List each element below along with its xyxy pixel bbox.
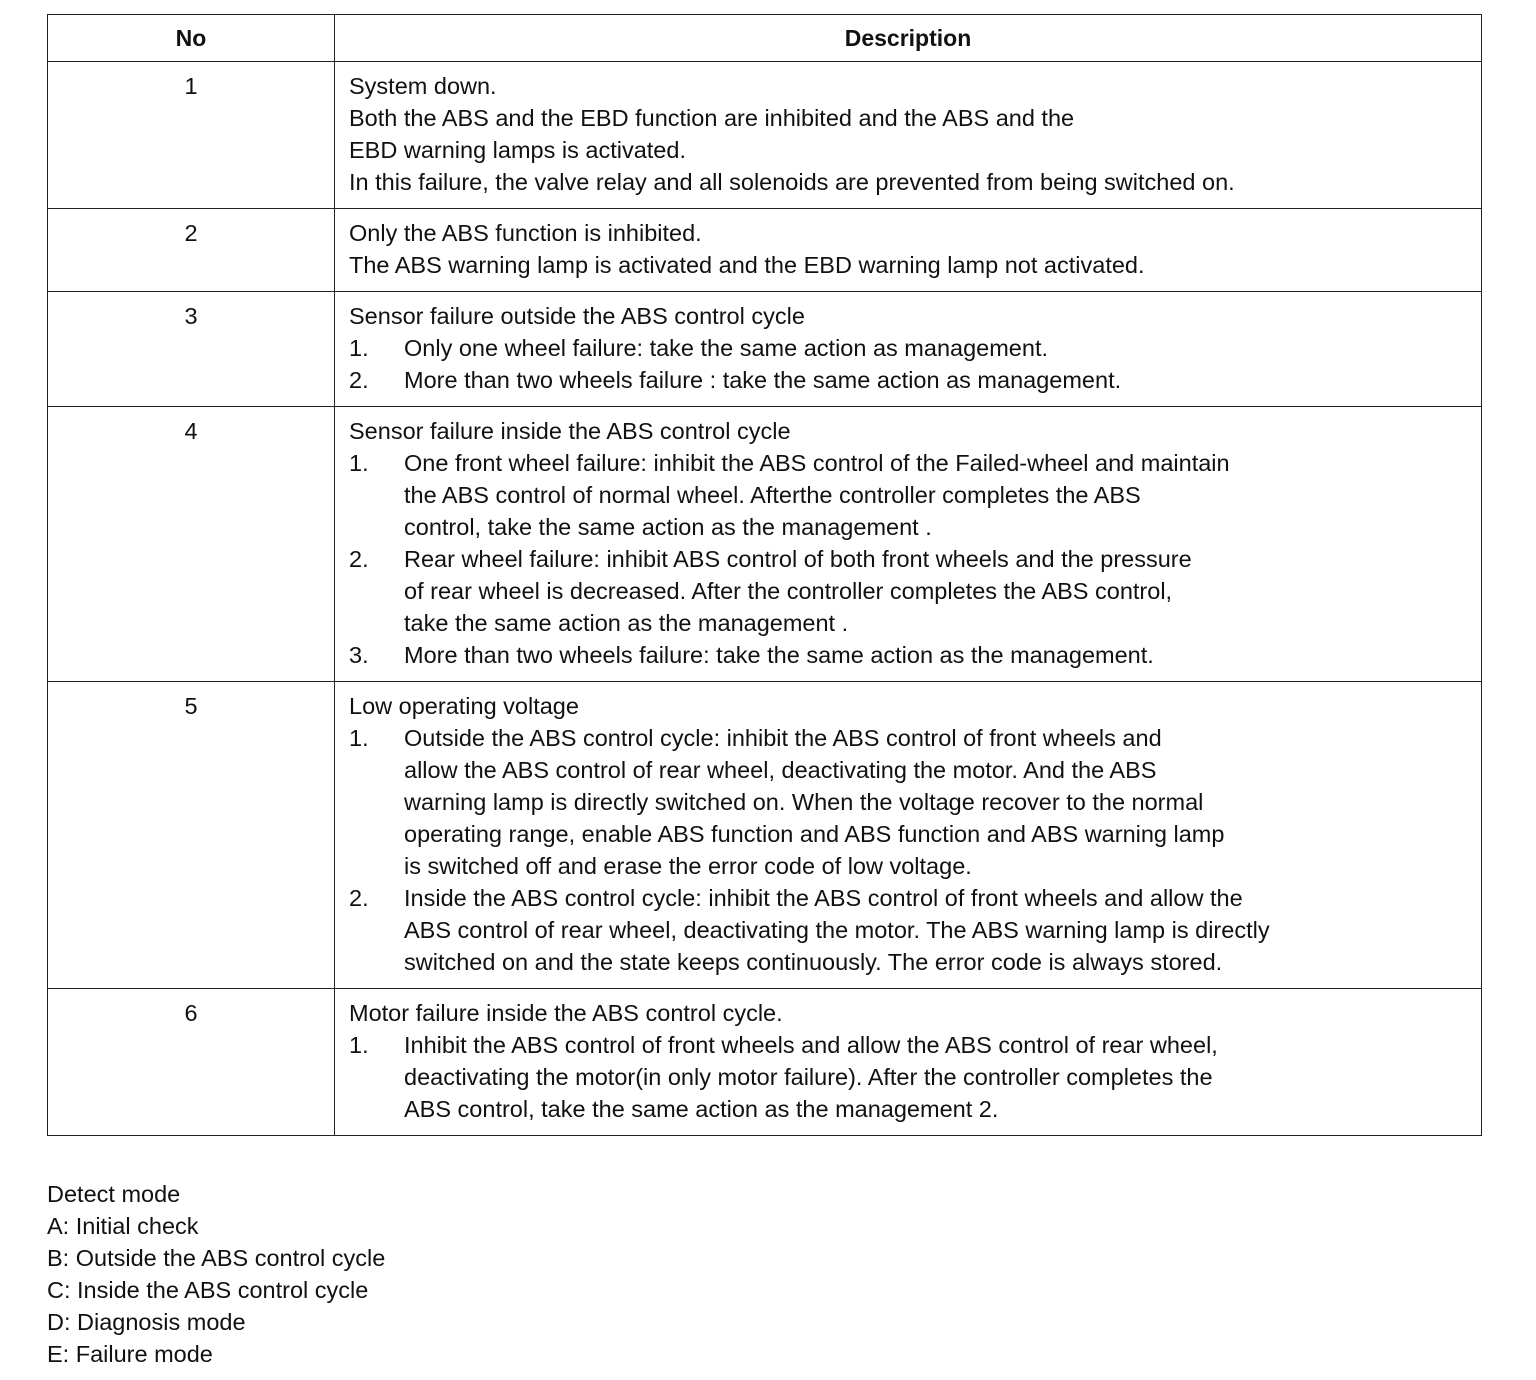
item-text-line: Outside the ABS control cycle: inhibit the ABS control of front wheels and (404, 725, 1162, 751)
item-text-line: Inside the ABS control cycle: inhibit the ABS control of front wheels and allow the (404, 885, 1243, 911)
table-row (48, 989, 1482, 1136)
item-text (404, 882, 1270, 978)
detect-mode-item: E: Failure mode (47, 1341, 213, 1367)
item-text-line: allow the ABS control of rear wheel, deactivating the motor. And the ABS (404, 757, 1157, 783)
item-text (404, 722, 1224, 882)
row-description (335, 292, 1482, 407)
numbered-item (349, 882, 1471, 978)
header-description: Description (335, 15, 1482, 62)
item-text-line: ABS control of rear wheel, deactivating the motor. The ABS warning lamp is directly (404, 917, 1270, 943)
row-number: 1 (48, 62, 335, 209)
item-text-line: Inhibit the ABS control of front wheels and allow the ABS control of rear wheel, (404, 1032, 1218, 1058)
item-text-line: Only one wheel failure: take the same action as management. (404, 335, 1049, 361)
item-number: 2. (349, 367, 369, 393)
table-row (48, 209, 1482, 292)
description-line: Sensor failure outside the ABS control cycle (349, 303, 805, 329)
row-description (335, 682, 1482, 989)
failure-table (47, 14, 1482, 1136)
item-number: 1. (349, 450, 369, 476)
detect-mode-item: B: Outside the ABS control cycle (47, 1245, 386, 1271)
item-number: 2. (349, 885, 369, 911)
detect-mode-title: Detect mode (47, 1181, 181, 1207)
row-number: 4 (48, 407, 335, 682)
item-number: 3. (349, 642, 369, 668)
table-row (48, 407, 1482, 682)
numbered-item (349, 639, 1471, 671)
detect-mode-item: D: Diagnosis mode (47, 1309, 246, 1335)
description-line: In this failure, the valve relay and all solenoids are prevented from being switched on. (349, 169, 1235, 195)
description-line: The ABS warning lamp is activated and the EBD warning lamp not activated. (349, 252, 1145, 278)
item-text-line: warning lamp is directly switched on. When the voltage recover to the normal (404, 789, 1204, 815)
item-text-line: ABS control, take the same action as the management 2. (404, 1096, 999, 1122)
detect-mode-item: C: Inside the ABS control cycle (47, 1277, 369, 1303)
item-text-line: More than two wheels failure: take the same action as the management. (404, 642, 1154, 668)
item-text-line: One front wheel failure: inhibit the ABS control of the Failed-wheel and maintain (404, 450, 1230, 476)
row-description (335, 62, 1482, 209)
description-line: Both the ABS and the EBD function are inhibited and the ABS and the (349, 105, 1075, 131)
table-row (48, 682, 1482, 989)
item-text-line: take the same action as the management . (404, 610, 849, 636)
numbered-item (349, 447, 1471, 543)
item-number: 1. (349, 725, 369, 751)
numbered-item (349, 1029, 1471, 1125)
description-line: Low operating voltage (349, 693, 579, 719)
description-line: System down. (349, 73, 497, 99)
numbered-item (349, 722, 1471, 882)
item-text (404, 1029, 1218, 1125)
row-description (335, 407, 1482, 682)
detect-mode-item: A: Initial check (47, 1213, 199, 1239)
item-text-line: Rear wheel failure: inhibit ABS control of both front wheels and the pressure (404, 546, 1192, 572)
item-text (404, 332, 1048, 364)
table-row (48, 292, 1482, 407)
row-number: 3 (48, 292, 335, 407)
item-text-line: the ABS control of normal wheel. Afterthe controller completes the ABS (404, 482, 1141, 508)
detect-mode-legend (47, 1178, 385, 1370)
description-line: Sensor failure inside the ABS control cycle (349, 418, 791, 444)
description-line: Motor failure inside the ABS control cycle. (349, 1000, 783, 1026)
item-text (404, 447, 1230, 543)
item-text (404, 639, 1154, 671)
item-text (404, 543, 1192, 639)
item-text-line: control, take the same action as the management . (404, 514, 932, 540)
description-line: EBD warning lamps is activated. (349, 137, 686, 163)
row-number: 2 (48, 209, 335, 292)
description-line: Only the ABS function is inhibited. (349, 220, 702, 246)
numbered-item (349, 364, 1471, 396)
item-number: 2. (349, 546, 369, 572)
table-row (48, 62, 1482, 209)
item-text-line: deactivating the motor(in only motor failure). After the controller completes the (404, 1064, 1213, 1090)
item-text-line: switched on and the state keeps continuously. The error code is always stored. (404, 949, 1223, 975)
item-text-line: More than two wheels failure : take the same action as management. (404, 367, 1122, 393)
table-body (48, 62, 1482, 1136)
item-text-line: is switched off and erase the error code of low voltage. (404, 853, 972, 879)
item-number: 1. (349, 335, 369, 361)
row-number: 6 (48, 989, 335, 1136)
item-text-line: operating range, enable ABS function and ABS function and ABS warning lamp (404, 821, 1225, 847)
item-text (404, 364, 1121, 396)
row-description (335, 989, 1482, 1136)
header-no: No (48, 15, 335, 62)
row-description (335, 209, 1482, 292)
numbered-item (349, 332, 1471, 364)
numbered-item (349, 543, 1471, 639)
item-text-line: of rear wheel is decreased. After the controller completes the ABS control, (404, 578, 1173, 604)
item-number: 1. (349, 1032, 369, 1058)
table-header-row (48, 15, 1482, 62)
row-number: 5 (48, 682, 335, 989)
